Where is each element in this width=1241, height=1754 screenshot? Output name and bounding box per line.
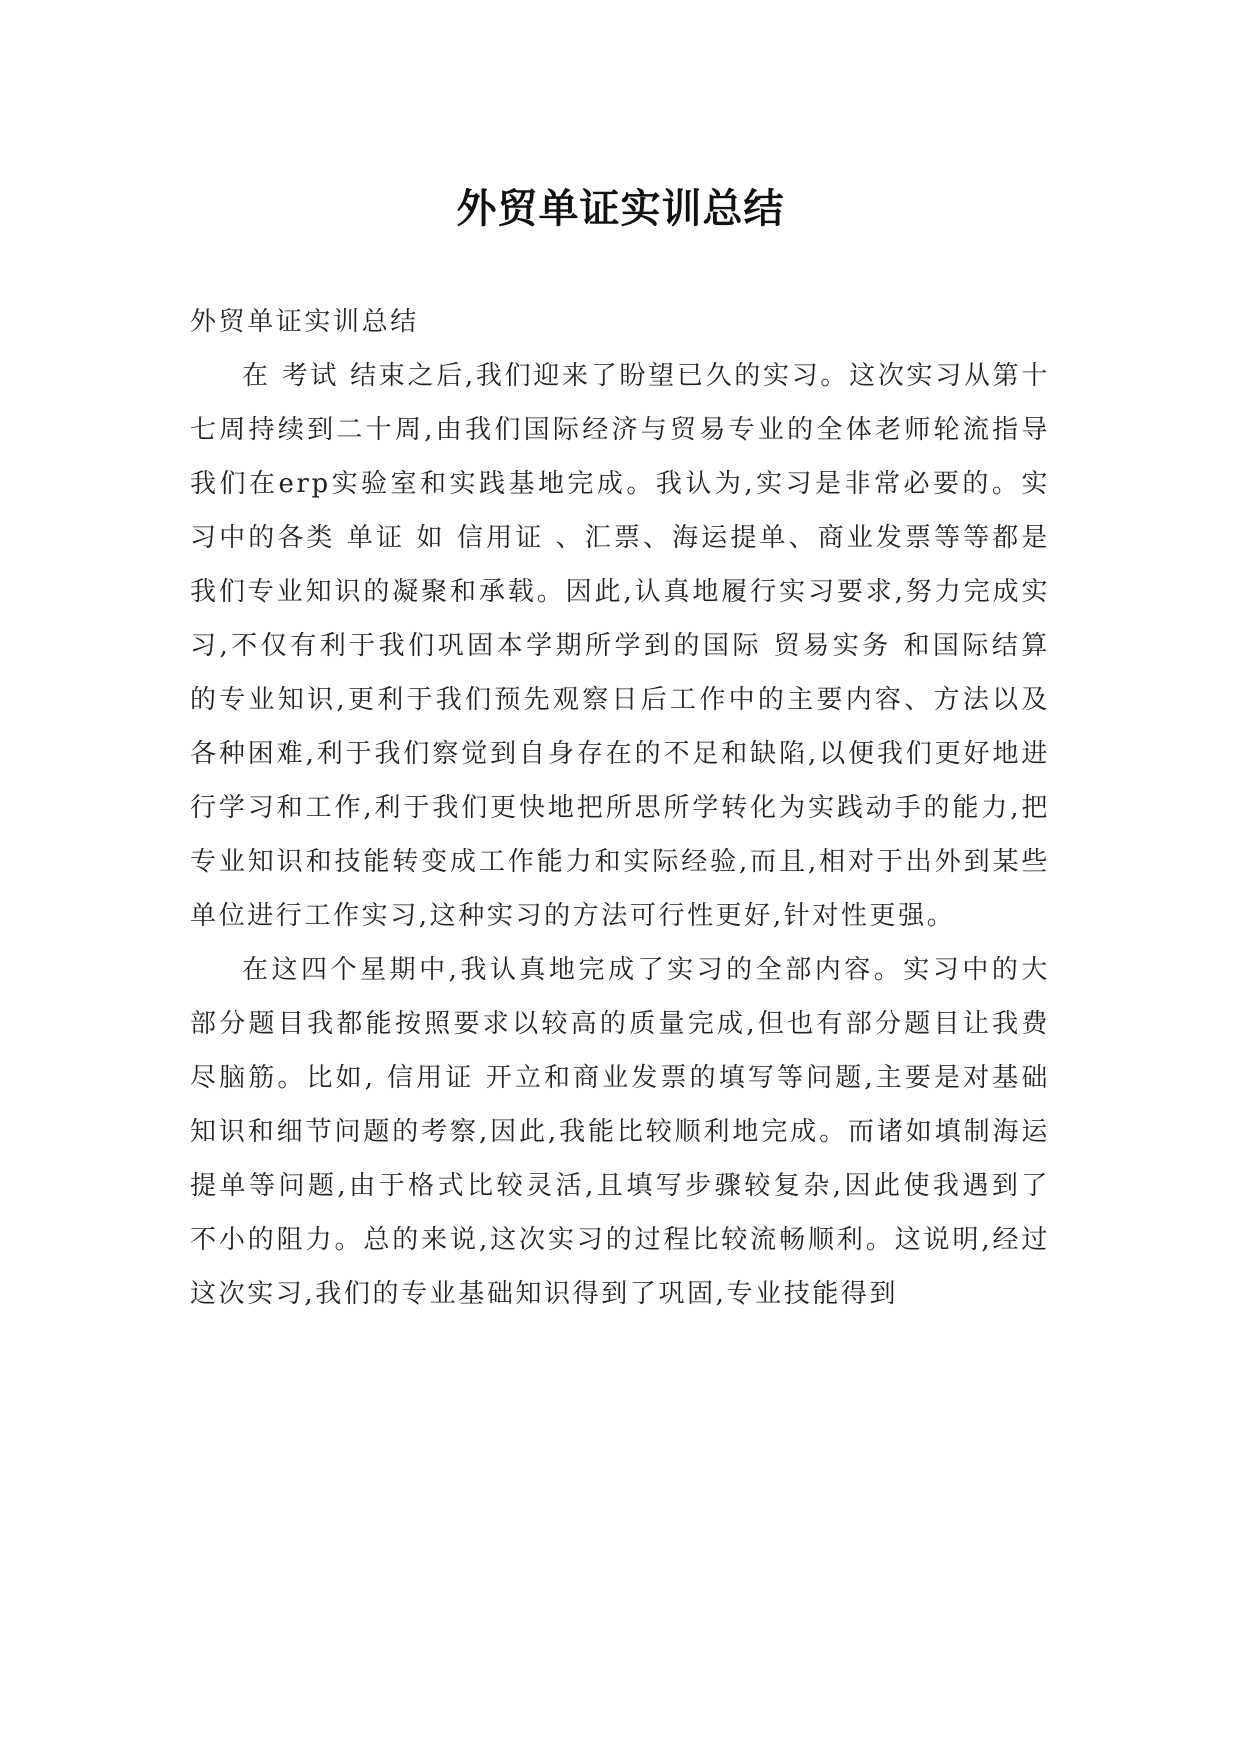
paragraph-2: 在这四个星期中,我认真地完成了实习的全部内容。实习中的大部分题目我都能按照要求以较高的质量完成,但也有部分题目让我费尽脑筋。比如, 信用证 开立和商业发票的填写等问题,主要是对基础知识和细节问题的考察,因此,我能比较顺利地完成。而诸如填制海运提单等问题,由于格式比较灵活,且填写步骤较复杂,因此使我遇到了不小的阻力。总的来说,这次实习的过程比较流畅顺利。这说明,经过这次实习,我们的专业基础知识得到了巩固,专业技能得到: [190, 955, 1050, 1309]
document-title: 外贸单证实训总结: [456, 185, 785, 232]
document-body: [190, 295, 1050, 1321]
document-subtitle: 外贸单证实训总结: [190, 307, 419, 337]
paragraph-1: 在 考试 结束之后,我们迎来了盼望已久的实习。这次实习从第十七周持续到二十周,由我们国际经济与贸易专业的全体老师轮流指导我们在erp实验室和实践基地完成。我认为,实习是非常必要的。实习中的各类 单证 如 信用证 、汇票、海运提单、商业发票等等都是我们专业知识的凝聚和承载。因此,认真地履行实习要求,努力完成实习,不仅有利于我们巩固本学期所学到的国际 贸易实务 和国际结算的专业知识,更利于我们预先观察日后工作中的主要内容、方法以及各种困难,利于我们察觉到自身存在的不足和缺陷,以便我们更好地进行学习和工作,利于我们更快地把所思所学转化为实践动手的能力,把专业知识和技能转变成工作能力和实际经验,而且,相对于出外到某些单位进行工作实习,这种实习的方法可行性更好,针对性更强。: [190, 361, 1050, 931]
